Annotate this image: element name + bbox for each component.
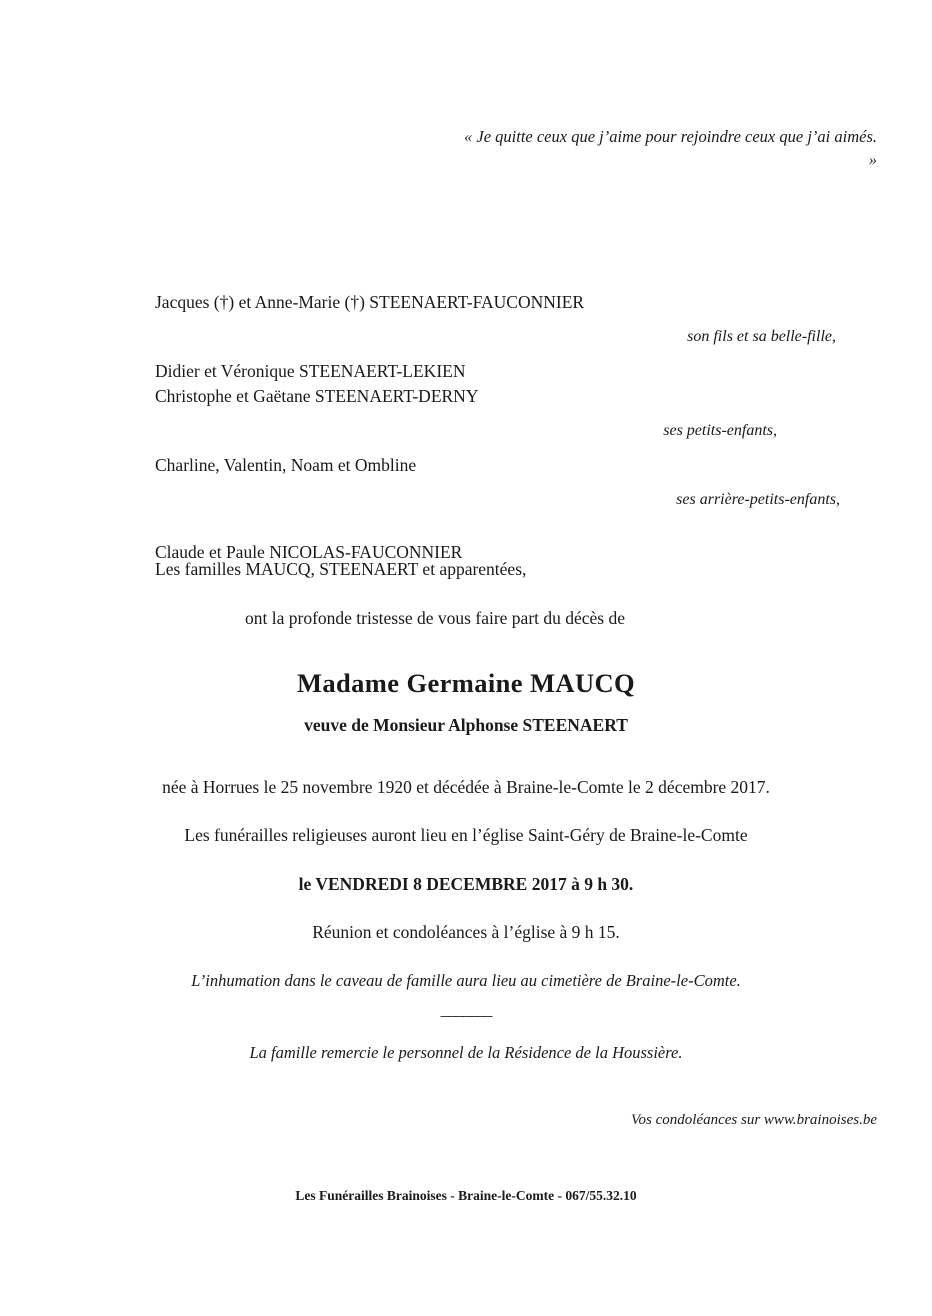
- family-line-grandchild-1: Didier et Véronique STEENAERT-LEKIEN: [155, 361, 466, 381]
- family-line-grandchild-2: Christophe et Gaëtane STEENAERT-DERNY: [155, 386, 479, 406]
- birth-death-line: née à Horrues le 25 novembre 1920 et décédée à Braine-le-Comte le 2 décembre 2017.: [162, 777, 770, 797]
- burial-line: L’inhumation dans le caveau de famille aura lieu au cimetière de Braine-le-Comte.: [191, 971, 741, 990]
- family-role-grandchildren: ses petits-enfants,: [663, 422, 777, 439]
- family-line-nicolas: Claude et Paule NICOLAS-FAUCONNIER: [155, 542, 463, 562]
- epigraph-quote: « Je quitte ceux que j’aime pour rejoindre ceux que j’ai aimés. »: [464, 127, 877, 169]
- family-role-son: son fils et sa belle-fille,: [687, 328, 836, 345]
- deceased-name: Madame Germaine MAUCQ: [296, 668, 636, 698]
- thanks-line: La famille remercie le personnel de la Résidence de la Houssière.: [249, 1043, 683, 1062]
- funeral-home-footer: Les Funérailles Brainoises - Braine-le-Comte - 067/55.32.10: [295, 1188, 637, 1203]
- family-block: [0, 290, 932, 565]
- condolences-link[interactable]: Vos condoléances sur www.brainoises.be: [631, 1112, 877, 1128]
- announcement-line: ont la profonde tristesse de vous faire part du décès de: [245, 608, 626, 628]
- section-separator: _______: [440, 1000, 492, 1019]
- families-line: Les familles MAUCQ, STEENAERT et apparentées,: [155, 559, 527, 579]
- family-role-great-grandchildren: ses arrière-petits-enfants,: [676, 491, 840, 508]
- service-church-line: Les funérailles religieuses auront lieu en l’église Saint-Géry de Braine-le-Comte: [184, 825, 748, 845]
- family-line-great-grandchildren: Charline, Valentin, Noam et Ombline: [155, 455, 417, 475]
- family-line-son: Jacques (†) et Anne-Marie (†) STEENAERT-FAUCONNIER: [155, 292, 585, 312]
- service-datetime: le VENDREDI 8 DECEMBRE 2017 à 9 h 30.: [298, 874, 634, 894]
- gathering-line: Réunion et condoléances à l’église à 9 h 15.: [312, 922, 620, 942]
- deceased-spouse: veuve de Monsieur Alphonse STEENAERT: [304, 715, 628, 735]
